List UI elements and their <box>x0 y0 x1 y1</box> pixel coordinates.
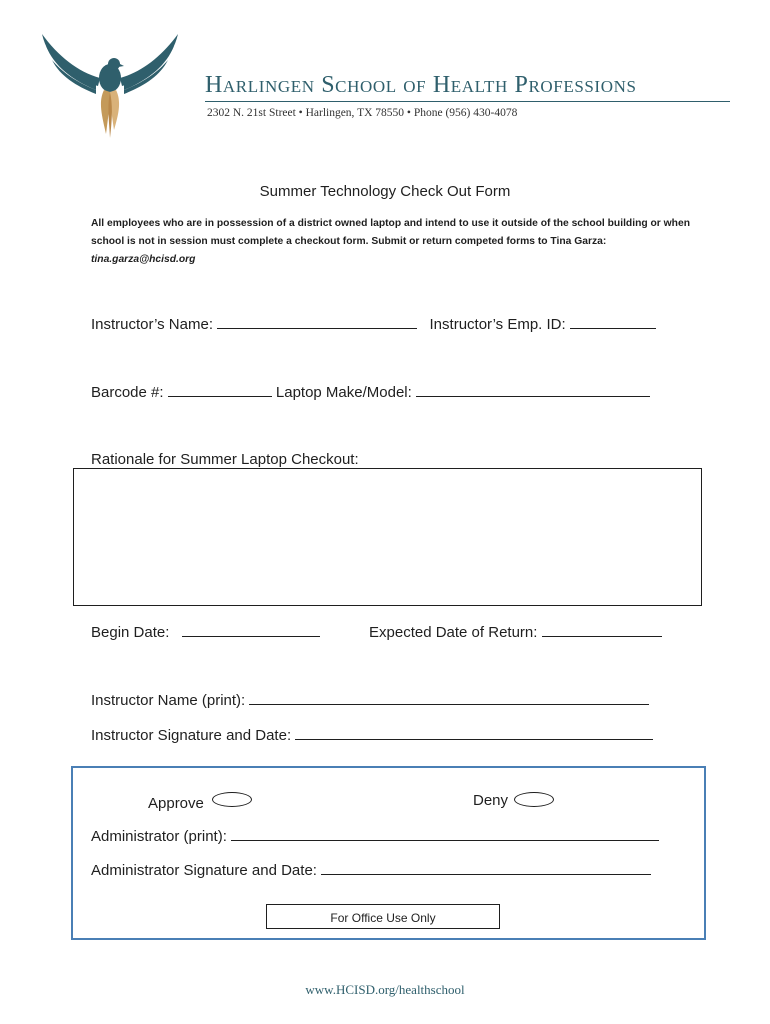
admin-signature-field[interactable] <box>321 860 651 875</box>
deny-radio[interactable] <box>514 792 554 807</box>
header-divider <box>205 101 730 102</box>
instructor-print-field[interactable] <box>249 690 649 705</box>
approve-radio[interactable] <box>212 792 252 807</box>
admin-print-field[interactable] <box>231 826 659 841</box>
begin-date-row <box>91 622 320 641</box>
instructor-print-label: Instructor Name (print): <box>91 692 246 709</box>
deny-option[interactable] <box>473 792 554 809</box>
footer-url[interactable]: www.HCISD.org/healthschool <box>305 982 465 997</box>
approve-option[interactable] <box>148 792 252 812</box>
rationale-textarea[interactable] <box>73 468 702 606</box>
instructor-name-row <box>91 314 656 333</box>
instructor-print-row <box>91 690 649 709</box>
phoenix-logo-icon <box>38 30 182 140</box>
instructor-signature-field[interactable] <box>295 725 653 740</box>
school-address: 2302 N. 21st Street • Harlingen, TX 78550 • Phone (956) 430-4078 <box>207 107 518 119</box>
barcode-field[interactable] <box>168 382 272 397</box>
intro-paragraph <box>91 215 691 269</box>
return-date-field[interactable] <box>542 622 662 637</box>
laptop-make-field[interactable] <box>416 382 650 397</box>
return-date-label: Expected Date of Return: <box>369 624 538 641</box>
return-date-row <box>369 622 662 641</box>
instructor-name-field[interactable] <box>217 314 417 329</box>
admin-print-label: Administrator (print): <box>91 828 227 845</box>
contact-email: tina.garza@hcisd.org <box>91 254 196 265</box>
school-name: Harlingen School of Health Professions <box>205 72 637 98</box>
form-title: Summer Technology Check Out Form <box>259 183 511 200</box>
instructor-name-label: Instructor’s Name: <box>91 316 213 333</box>
instructor-signature-label: Instructor Signature and Date: <box>91 727 292 744</box>
admin-print-row <box>91 826 659 845</box>
instructor-signature-row <box>91 725 653 744</box>
barcode-row <box>91 382 650 401</box>
begin-date-field[interactable] <box>182 622 320 637</box>
office-use-box: For Office Use Only <box>266 904 500 929</box>
begin-date-label: Begin Date: <box>91 624 170 641</box>
rationale-label: Rationale for Summer Laptop Checkout: <box>91 451 359 468</box>
intro-text: All employees who are in possession of a district owned laptop and intend to use it outside of the school building or when school is not in session must complete a checkout form. Submit or return competed forms to Tina Garza: <box>91 218 690 247</box>
admin-signature-label: Administrator Signature and Date: <box>91 862 317 879</box>
admin-signature-row <box>91 860 651 879</box>
instructor-emp-id-field[interactable] <box>570 314 656 329</box>
deny-label: Deny <box>473 792 509 809</box>
barcode-label: Barcode #: <box>91 384 164 401</box>
instructor-emp-id-label: Instructor’s Emp. ID: <box>429 316 566 333</box>
laptop-make-label: Laptop Make/Model: <box>275 384 412 401</box>
approve-label: Approve <box>148 795 204 812</box>
